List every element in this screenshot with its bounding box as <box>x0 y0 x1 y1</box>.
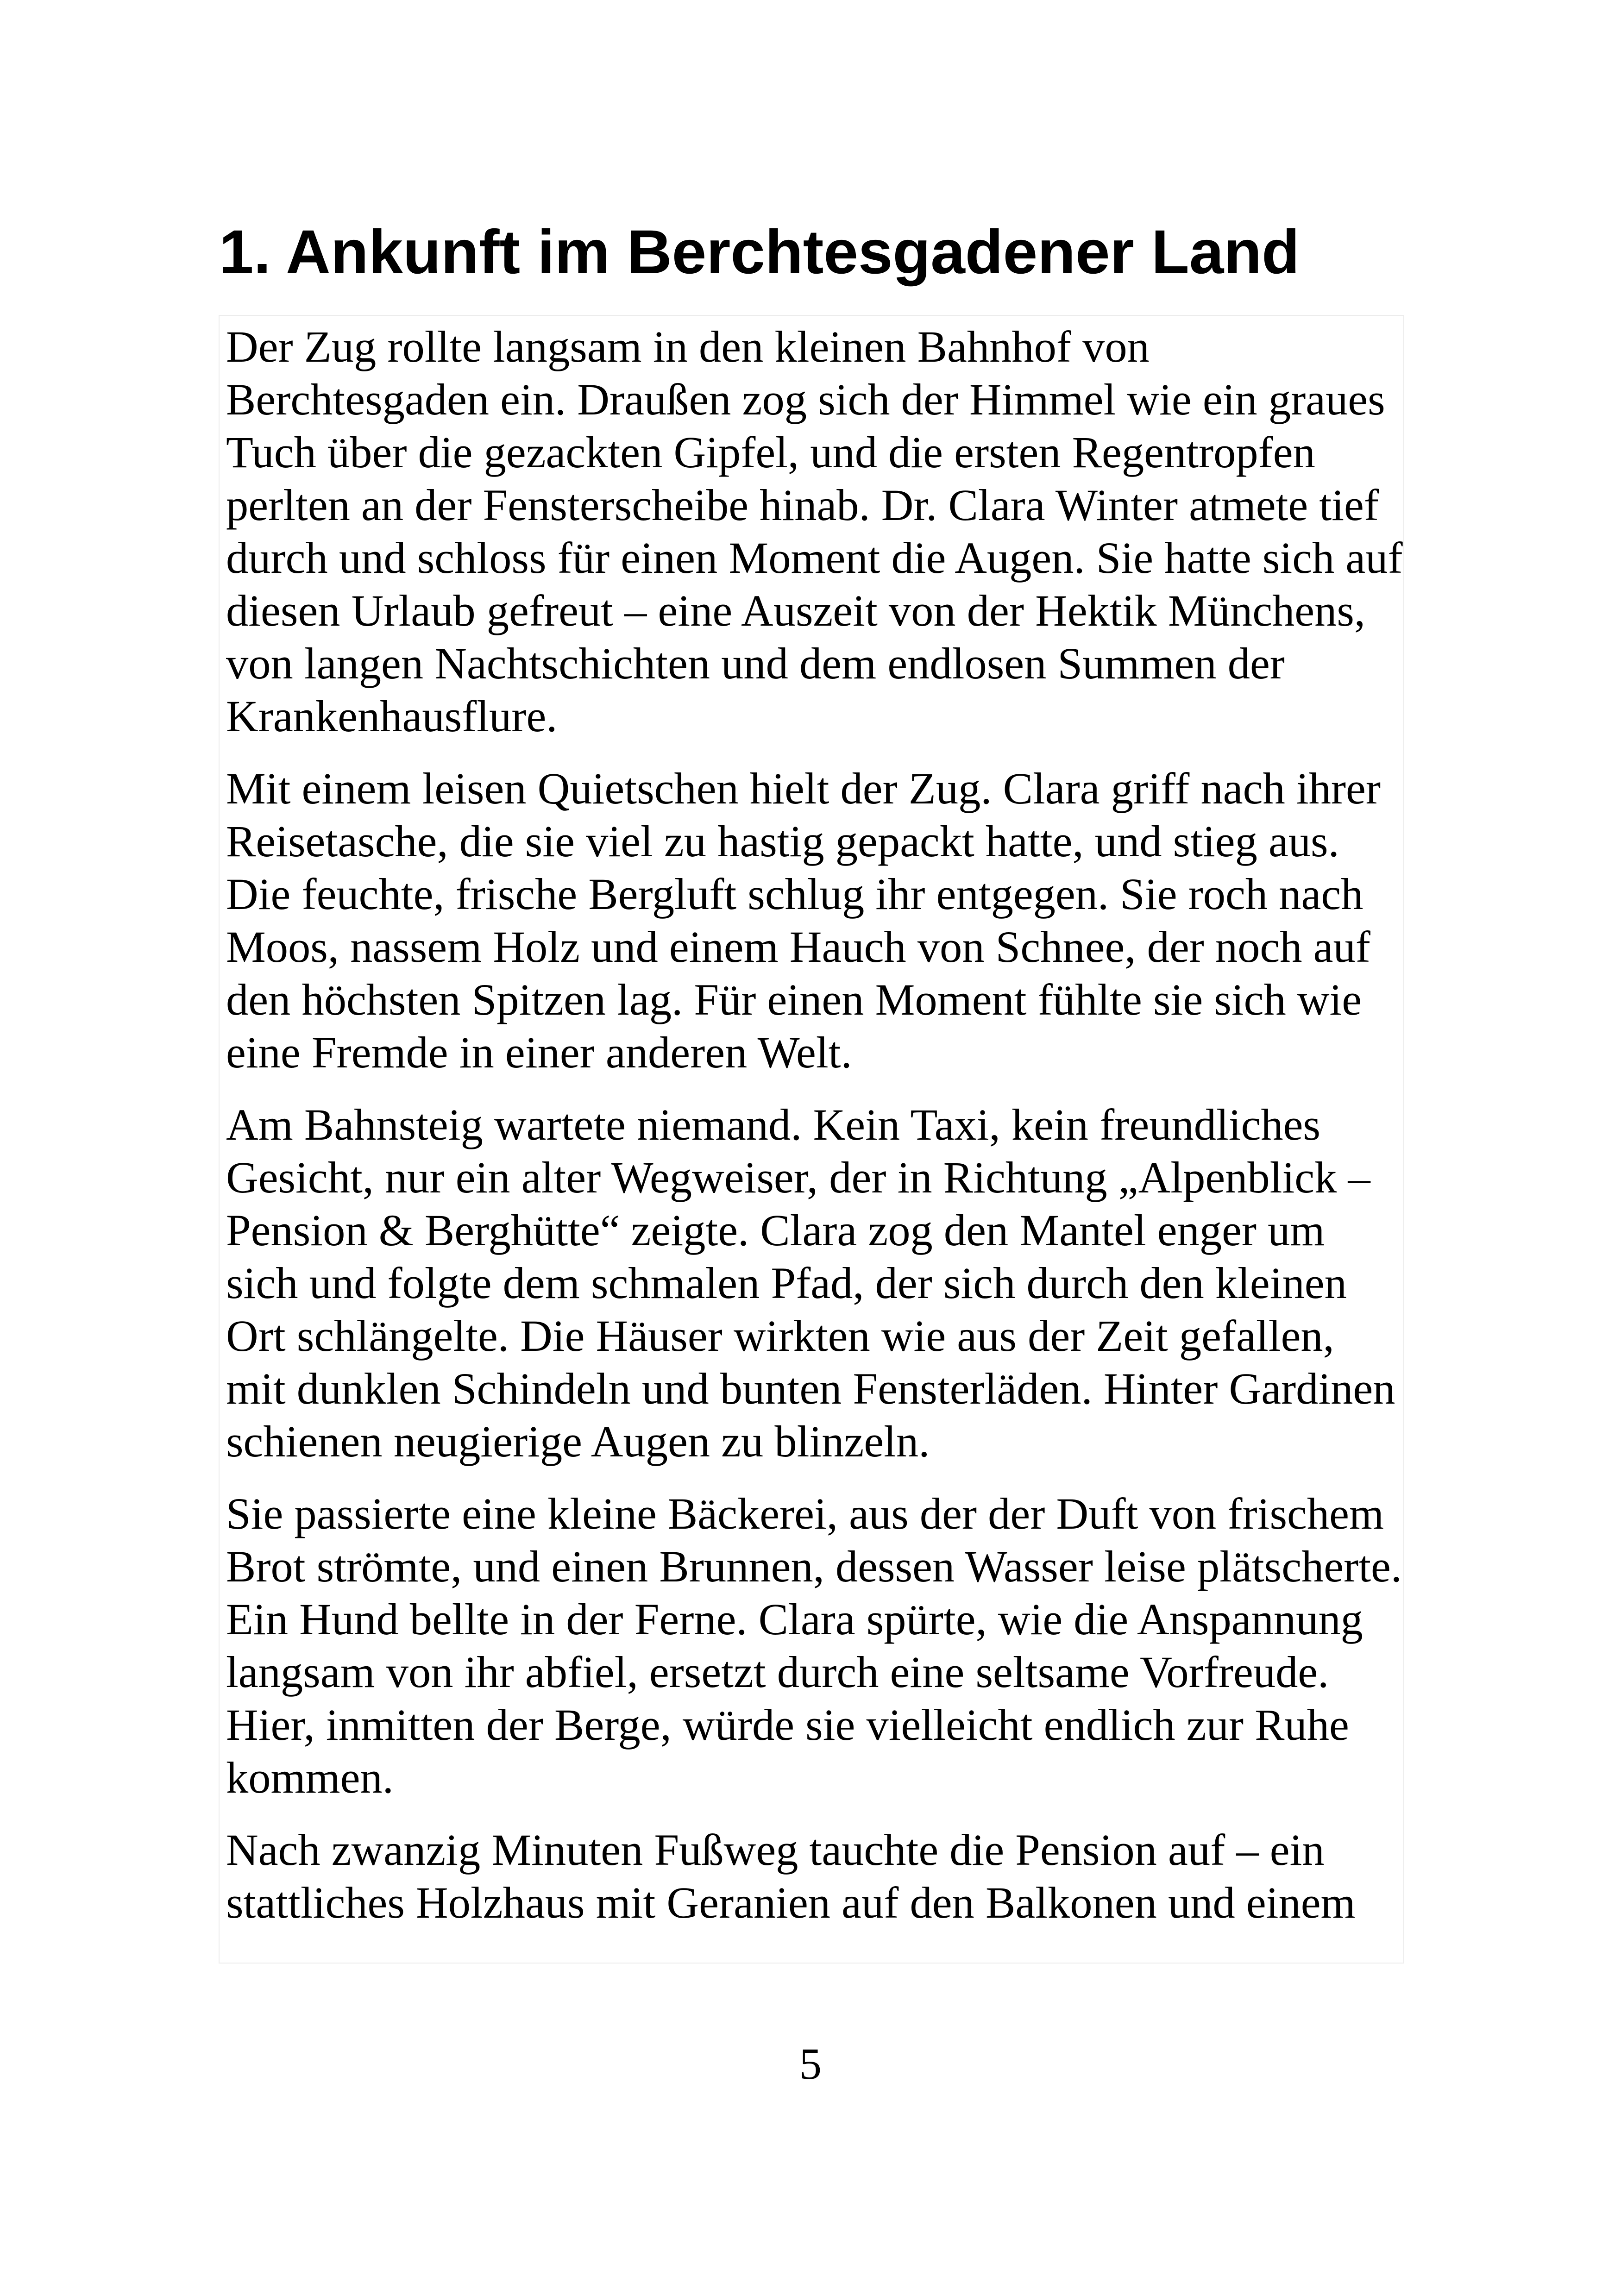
paragraph: Nach zwanzig Minuten Fußweg tauchte die Pension auf – ein stattliches Holzhaus mit Geranien auf den Balkonen und einem <box>226 1825 1356 1927</box>
paragraph: Sie passierte eine kleine Bäckerei, aus der der Duft von frischem Brot strömte, und einen Brunnen, dessen Wasser leise plätscherte. Ein Hund bellte in der Ferne. Clara spürte, wie die Anspannung langsam von ihr abfiel, ersetzt durch eine seltsame Vorfreude. Hier, inmitten der Berge, würde sie vielleicht endlich zur Ruhe kommen. <box>226 1489 1402 1802</box>
page-number: 5 <box>799 2039 822 2089</box>
paragraph: Der Zug rollte langsam in den kleinen Bahnhof von Berchtesgaden ein. Draußen zog sich der Himmel wie ein graues Tuch über die gezackten Gipfel, und die ersten Regentropfen perlten an der Fensterscheibe hinab. Dr. Clara Winter atmete tief durch und schloss für einen Moment die Augen. Sie hatte sich auf diesen Urlaub gefreut – eine Auszeit von der Hektik Münchens, von langen Nachtschichten und dem endlosen Summen der Krankenhausflure. <box>226 322 1403 741</box>
paragraph: Am Bahnsteig wartete niemand. Kein Taxi, kein freundliches Gesicht, nur ein alter Wegweiser, der in Richtung „Alpenblick – Pension & Berghütte“ zeigte. Clara zog den Mantel enger um sich und folgte dem schmalen Pfad, der sich durch den kleinen Ort schlängelte. Die Häuser wirkten wie aus der Zeit gefallen, mit dunklen Schindeln und bunten Fensterläden. Hinter Gardinen schienen neugierige Augen zu blinzeln. <box>226 1100 1395 1466</box>
paragraph: Mit einem leisen Quietschen hielt der Zug. Clara griff nach ihrer Reisetasche, die sie viel zu hastig gepackt hatte, und stieg aus. Die feuchte, frische Bergluft schlug ihr entgegen. Sie roch nach Moos, nassem Holz und einem Hauch von Schnee, der noch auf den höchsten Spitzen lag. Für einen Moment fühlte sie sich wie eine Fremde in einer anderen Welt. <box>226 764 1381 1077</box>
chapter-title: 1. Ankunft im Berchtesgadener Land <box>219 218 1300 287</box>
body-text-frame <box>219 315 1404 1964</box>
